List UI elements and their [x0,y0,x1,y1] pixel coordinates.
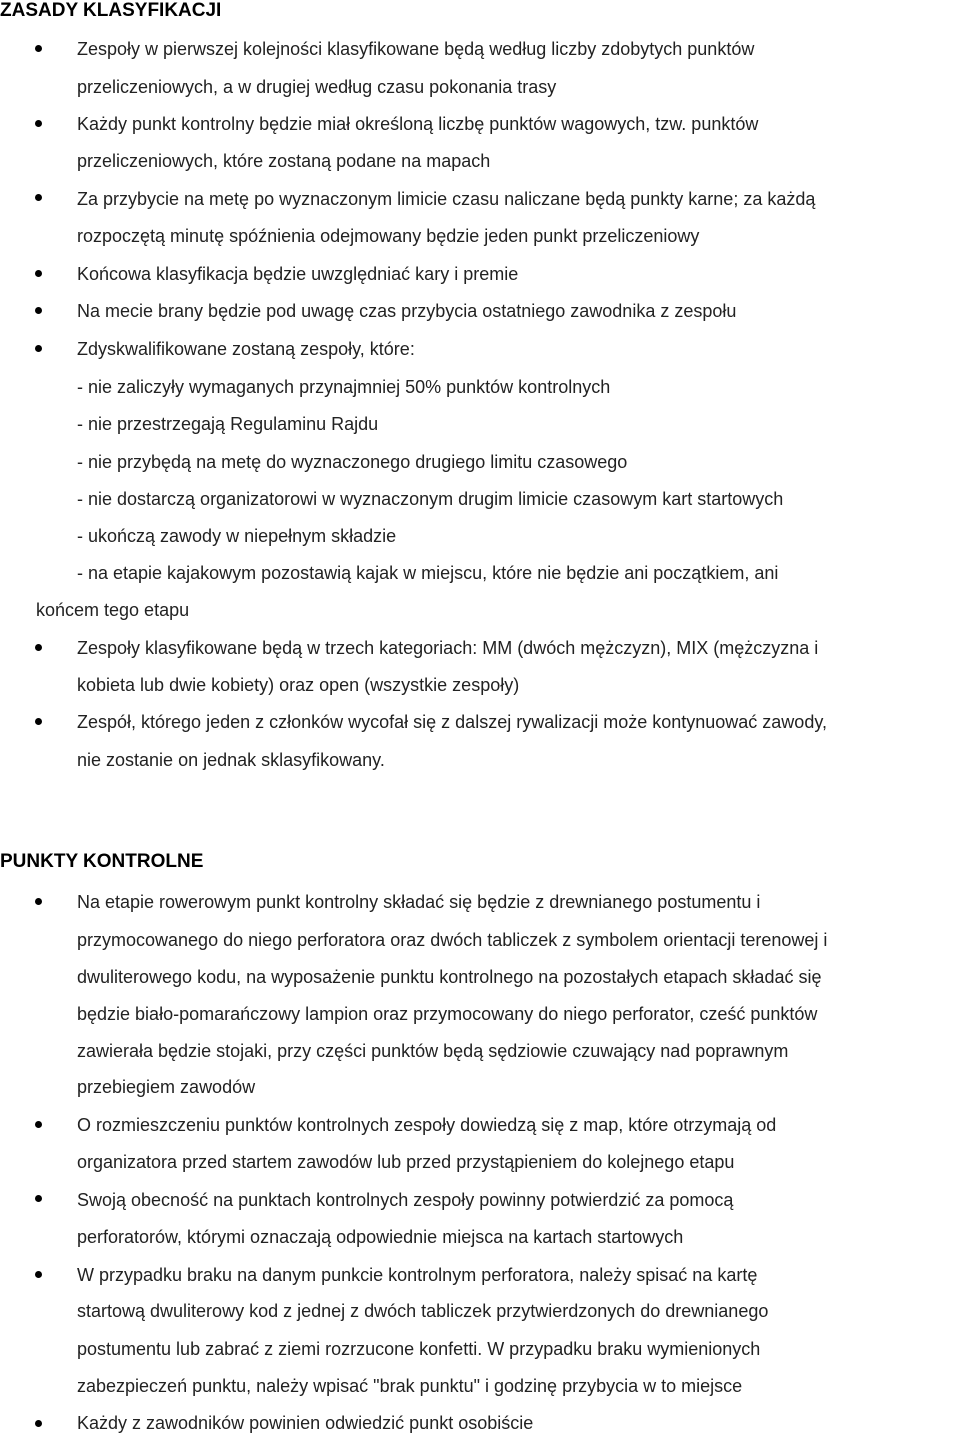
text-line: zawierała będzie stojaki, przy części punktów będą sędziowie czuwający nad poprawnym [77,1041,789,1061]
text-line: kobieta lub dwie kobiety) oraz open (wszystkie zespoły) [77,675,520,695]
bullet-icon [35,718,42,725]
bullet-icon [35,194,42,201]
bullet-icon [35,1271,42,1278]
text-line: przeliczeniowych, które zostaną podane na mapach [77,151,491,171]
section-heading-checkpoints: PUNKTY KONTROLNE [0,851,204,872]
text-line: Każdy z zawodników powinien odwiedzić punkt osobiście [77,1413,534,1433]
text-line: Za przybycie na metę po wyznaczonym limicie czasu naliczane będą punkty karne; za każdą [77,189,816,209]
text-line: W przypadku braku na danym punkcie kontrolnym perforatora, należy spisać na kartę [77,1265,758,1285]
text-line: rozpoczętą minutę spóźnienia odejmowany będzie jeden punkt przeliczeniowy [77,226,700,246]
bullet-icon [35,45,42,52]
text-line: Zdyskwalifikowane zostaną zespoły, które: [77,339,415,359]
text-line: startową dwuliterowy kod z jednej z dwóch tabliczek przytwierdzonych do drewnianego [77,1301,769,1321]
text-line: Na etapie rowerowym punkt kontrolny składać się będzie z drewnianego postumentu i [77,892,761,912]
bullet-icon [35,120,42,127]
text-line: Na mecie brany będzie pod uwagę czas przybycia ostatniego zawodnika z zespołu [77,301,737,321]
text-line: - nie zaliczyły wymaganych przynajmniej 50% punktów kontrolnych [77,377,611,397]
text-line: - ukończą zawody w niepełnym składzie [77,526,397,546]
text-line: - nie dostarczą organizatorowi w wyznaczonym drugim limicie czasowym kart startowych [77,489,784,509]
bullet-icon [35,270,42,277]
text-line: nie zostanie on jednak sklasyfikowany. [77,750,385,770]
bullet-icon [35,898,42,905]
bullet-icon [35,644,42,651]
bullet-icon [35,1121,42,1128]
bullet-icon [35,1195,42,1202]
text-line: O rozmieszczeniu punktów kontrolnych zespoły dowiedzą się z map, które otrzymają od [77,1115,777,1135]
text-line: Zespół, którego jeden z członków wycofał się z dalszej rywalizacji może kontynuować zawody, [77,712,827,732]
text-line: Końcowa klasyfikacja będzie uwzględniać kary i premie [77,264,519,284]
text-line: - nie przestrzegają Regulaminu Rajdu [77,414,379,434]
text-line: Swoją obecność na punktach kontrolnych zespoły powinny potwierdzić za pomocą [77,1190,734,1210]
text-line: przymocowanego do niego perforatora oraz dwóch tabliczek z symbolem orientacji terenowej i [77,930,828,950]
bullet-icon [35,307,42,314]
text-line: postumentu lub zabrać z ziemi rozrzucone konfetti. W przypadku braku wymienionych [77,1339,761,1359]
text-line: zabezpieczeń punktu, należy wpisać "brak punktu" i godzinę przybycia w to miejsce [77,1376,743,1396]
section-heading-classification: ZASADY KLASYFIKACJI [0,0,222,21]
text-line: dwuliterowego kodu, na wyposażenie punktu kontrolnego na pozostałych etapach składać się [77,967,822,987]
text-line: perforatorów, którymi oznaczają odpowiednie miejsca na kartach startowych [77,1227,684,1247]
text-line: - na etapie kajakowym pozostawią kajak w miejscu, które nie będzie ani początkiem, ani [77,563,779,583]
text-line: Każdy punkt kontrolny będzie miał określoną liczbę punktów wagowych, tzw. punktów [77,114,759,134]
text-line: przebiegiem zawodów [77,1077,256,1097]
text-line: Zespoły klasyfikowane będą w trzech kategoriach: MM (dwóch mężczyzn), MIX (mężczyzna i [77,638,819,658]
text-line: przeliczeniowych, a w drugiej według czasu pokonania trasy [77,77,557,97]
bullet-icon [35,1420,42,1427]
text-line: będzie biało-pomarańczowy lampion oraz przymocowany do niego perforator, cześć punktów [77,1004,818,1024]
text-line: końcem tego etapu [36,600,190,620]
text-line: - nie przybędą na metę do wyznaczonego drugiego limitu czasowego [77,452,628,472]
text-line: Zespoły w pierwszej kolejności klasyfikowane będą według liczby zdobytych punktów [77,39,755,59]
bullet-icon [35,345,42,352]
text-line: organizatora przed startem zawodów lub przed przystąpieniem do kolejnego etapu [77,1152,735,1172]
